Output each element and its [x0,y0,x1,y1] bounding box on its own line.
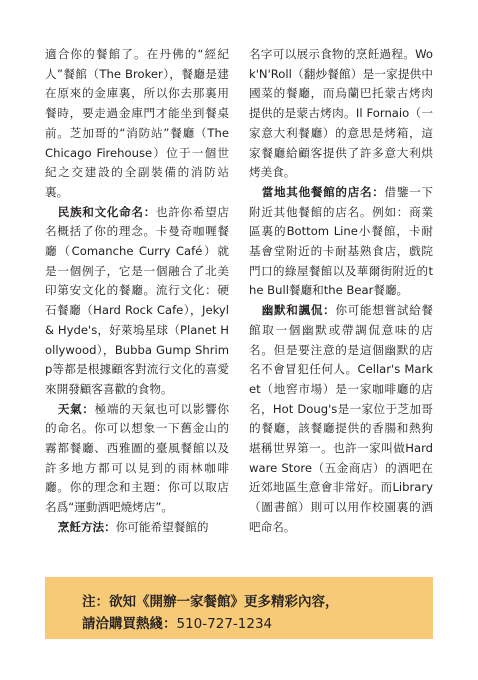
right-paragraph-humor: 幽默和諷侃：你可能想嘗試給餐館取一個幽默或帶調侃意味的店名。但是要注意的是這個幽默的店名不會冒犯任何人。Cellar's Market（地窖市場）是一家咖啡廳的店名，Hot Doug's是一家位于芝加哥的餐廳，該餐廳提供的香腸和熱狗堪稱世界第一。也許一家叫做Hardware Store（五金商店）的酒吧在近郊地區生意會非常好。而Library（圖書館）則可以用作校園裏的酒吧命名。 [249,303,433,534]
left-paragraph-broker: 適合你的餐館了。在丹佛的“經紀人”餐館（The Broker），餐廳是建在原來的金庫裏，所以你去那裏用餐時，要走過金庫門才能坐到餐桌前。芝加哥的“消防站”餐廳（The Chicago Firehouse）位于一個世紀之交建設的全副裝備的消防站裏。 [45,47,229,199]
left-column [45,45,229,538]
section-heading-ethnic: 民族和文化命名： [57,204,156,219]
purchase-note-box [45,577,433,639]
section-heading-cooking: 烹飪方法： [57,519,116,534]
note-line-more-content: 注：欲知《開辦一家餐館》更多精彩內容， [82,594,339,610]
hotline-label: 請洽購買熱綫： [82,616,177,632]
section-heading-weather: 天氣： [57,401,95,416]
hotline-phone[interactable]: 510-727-1234 [176,616,273,632]
right-column [249,45,433,538]
right-paragraph-cooking-cont: 名字可以展示食物的烹飪過程。Wok'N'Roll（翻炒餐館）是一家提供中國菜的餐廳，而烏蘭巴托蒙古烤肉提供的是蒙古烤肉。Il Fornaio（一家意大利餐廳）的意思是烤箱，這家餐廳給顧客提供了許多意大利烘烤美食。 [249,47,433,180]
left-paragraph-weather: 天氣：極端的天氣也可以影響你的命名。你可以想象一下舊金山的霧都餐廳、西雅圖的臺風餐館以及許多地方都可以見到的雨林咖啡廳。你的理念和主題：你可以取店名爲“運動酒吧燒烤店”。 [45,401,229,515]
section-heading-local: 當地其他餐館的店名： [261,184,385,199]
left-paragraph-ethnic-naming: 民族和文化命名：也許你希望店名概括了你的理念。卡曼奇咖喱餐廳（Comanche Curry Café）就是一個例子，它是一個融合了北美印第安文化的餐廳。流行文化：硬石餐廳（Hard Rock Cafe），Jekyl & Hyde's，好萊塢星球（Planet Hollywood），Bubba Gump Shrimp等都是根據顧客對流行文化的喜愛來開發顧客喜歡的食物。 [45,204,229,396]
section-heading-humor: 幽默和諷侃： [261,303,336,318]
left-paragraph-cooking: 烹飪方法：你可能希望餐館的 [57,519,209,534]
note-line-hotline [82,612,272,632]
right-paragraph-local-names: 當地其他餐館的店名：借鑒一下附近其他餐館的店名。例如：商業區裏的Bottom Line小餐館，卡耐基會堂附近的卡耐基熟食店，戲院門口的綠屋餐館以及華爾街附近的the Bull餐廳和the Bear餐廳。 [249,184,433,298]
